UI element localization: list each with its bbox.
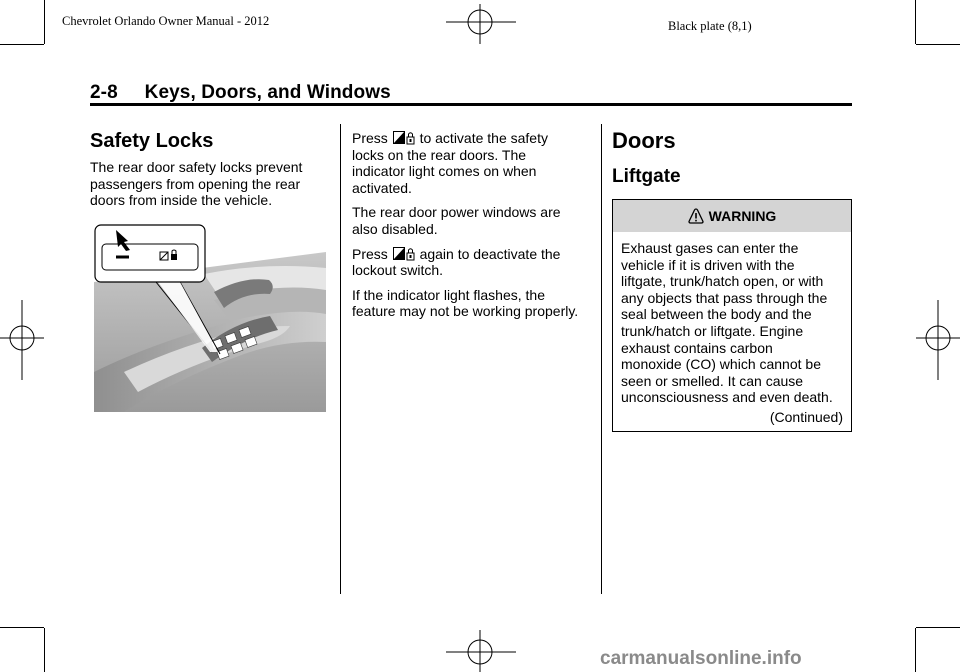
press-deactivate-line: Press again to deactivate the — [352, 245, 561, 262]
column-divider — [340, 124, 341, 594]
header-plate-label: Black plate (8,1) — [668, 19, 752, 33]
press-activate-line: Press to activate the safety — [352, 130, 548, 146]
section-title-safety-locks: Safety Locks — [90, 130, 214, 152]
window-lockout-icon — [393, 247, 415, 261]
warning-box — [612, 199, 852, 432]
registration-mark-icon — [446, 630, 516, 672]
warning-triangle-icon — [688, 208, 704, 224]
registration-mark-icon — [916, 300, 960, 380]
header-manual-title: Chevrolet Orlando Owner Manual - 2012 — [62, 14, 270, 28]
lockout-instructions: Press to activate the safety locks on the rear doors. The indicator light comes on when activated. The rear door power windows are also disabled. Press again to deactivate the lockout switch. If the indicator light flashes, the feature may not be working properly. — [352, 130, 597, 320]
door-switch-illustration — [94, 222, 326, 412]
subsection-title-liftgate: Liftgate — [612, 166, 681, 187]
warning-header: WARNING — [613, 200, 851, 232]
registration-mark-icon — [0, 300, 44, 380]
watermark: carmanualsonline.info — [600, 648, 802, 669]
heading-rule — [90, 103, 852, 106]
continued-label: (Continued) — [769, 409, 843, 425]
column-divider — [601, 124, 602, 594]
registration-mark-icon — [446, 4, 516, 44]
safety-locks-paragraph: The rear door safety locks prevent passengers from opening the rear doors from inside the vehicle. — [90, 159, 303, 209]
window-lockout-icon — [393, 131, 415, 145]
warning-text: Exhaust gases can enter the vehicle if it is driven with the liftgate, trunk/hatch open, or with any objects that pass through the seal between the body and the trunk/hatch or liftgate. Engine exhaust contains carbon monoxide (CO) which cannot be seen or smelled. It can cause unconsciousness and even death. — [621, 240, 833, 406]
section-title-doors: Doors — [612, 128, 676, 153]
chapter-heading: 2-8 Keys, Doors, and Windows — [90, 82, 391, 103]
